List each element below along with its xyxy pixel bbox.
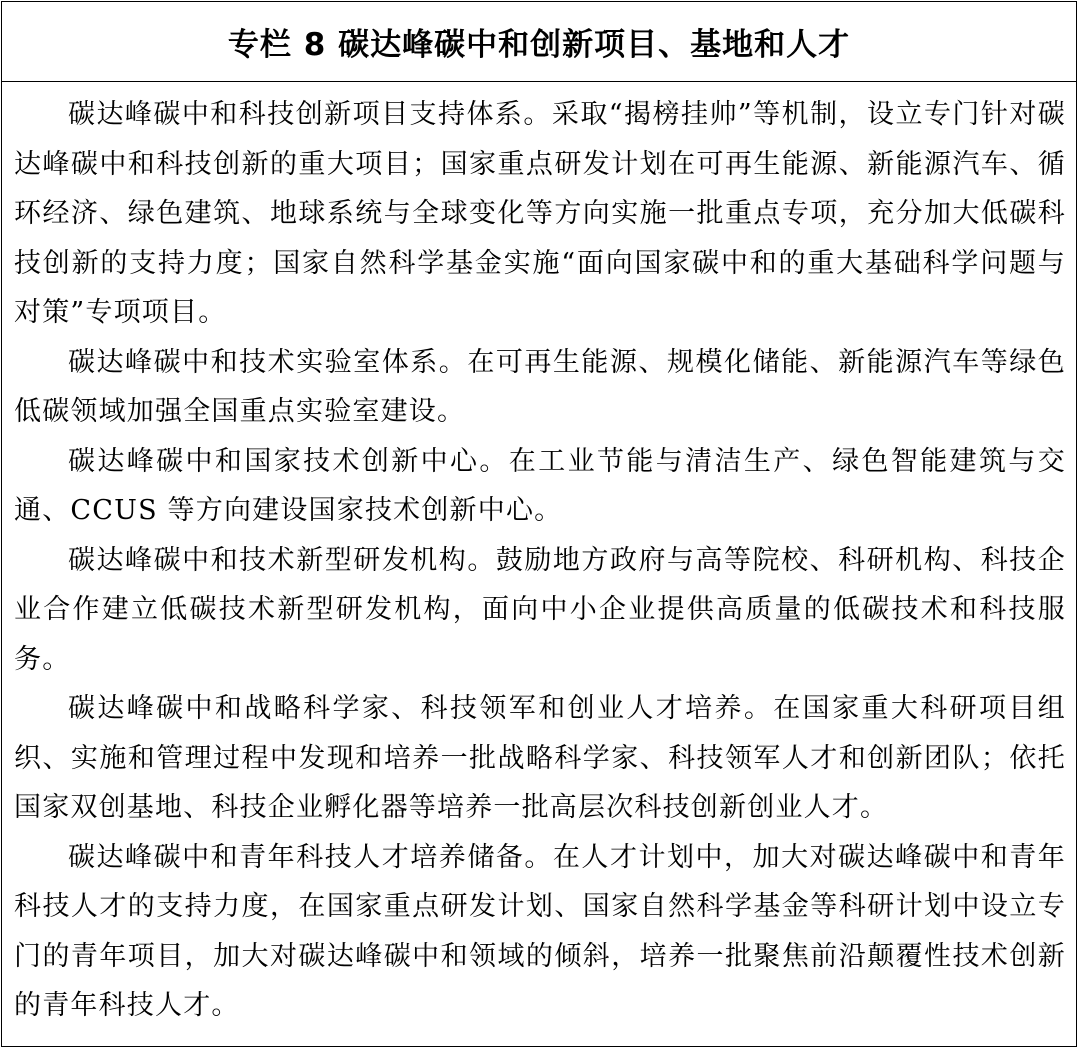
column-header (2, 2, 1076, 82)
column-title: 专栏 8 碳达峰碳中和创新项目、基地和人才 (227, 27, 851, 63)
paragraph-rd-institutions: 碳达峰碳中和技术新型研发机构。鼓励地方政府与高等院校、科研机构、科技企业合作建立低碳技术新型研发机构，面向中小企业提供高质量的低碳技术和科技服务。 (14, 544, 1066, 675)
paragraph-laboratories: 碳达峰碳中和技术实验室体系。在可再生能源、规模化储能、新能源汽车等绿色低碳领域加强全国重点实验室建设。 (14, 346, 1066, 427)
paragraph-strategic-talent: 碳达峰碳中和战略科学家、科技领军和创业人才培养。在国家重大科研项目组织、实施和管理过程中发现和培养一批战略科学家、科技领军人才和创新团队；依托国家双创基地、科技企业孵化器等培养一批高层次科技创新创业人才。 (14, 693, 1066, 823)
paragraph-innovation-centers: 碳达峰碳中和国家技术创新中心。在工业节能与清洁生产、绿色智能建筑与交通、CCUS 等方向建设国家技术创新中心。 (14, 445, 1066, 526)
column-content (2, 82, 1076, 1031)
column-box (1, 1, 1077, 1047)
paragraph-youth-talent: 碳达峰碳中和青年科技人才培养储备。在人才计划中，加大对碳达峰碳中和青年科技人才的支持力度，在国家重点研发计划、国家自然科学基金等科研计划中设立专门的青年项目，加大对碳达峰碳中和领域的倾斜，培养一批聚焦前沿颠覆性技术创新的青年科技人才。 (14, 841, 1066, 1021)
paragraph-research-projects: 碳达峰碳中和科技创新项目支持体系。采取“揭榜挂帅”等机制，设立专门针对碳达峰碳中和科技创新的重大项目；国家重点研发计划在可再生能源、新能源汽车、循环经济、绿色建筑、地球系统与全球变化等方向实施一批重点专项，充分加大低碳科技创新的支持力度；国家自然科学基金实施“面向国家碳中和的重大基础科学问题与对策”专项项目。 (14, 99, 1066, 328)
